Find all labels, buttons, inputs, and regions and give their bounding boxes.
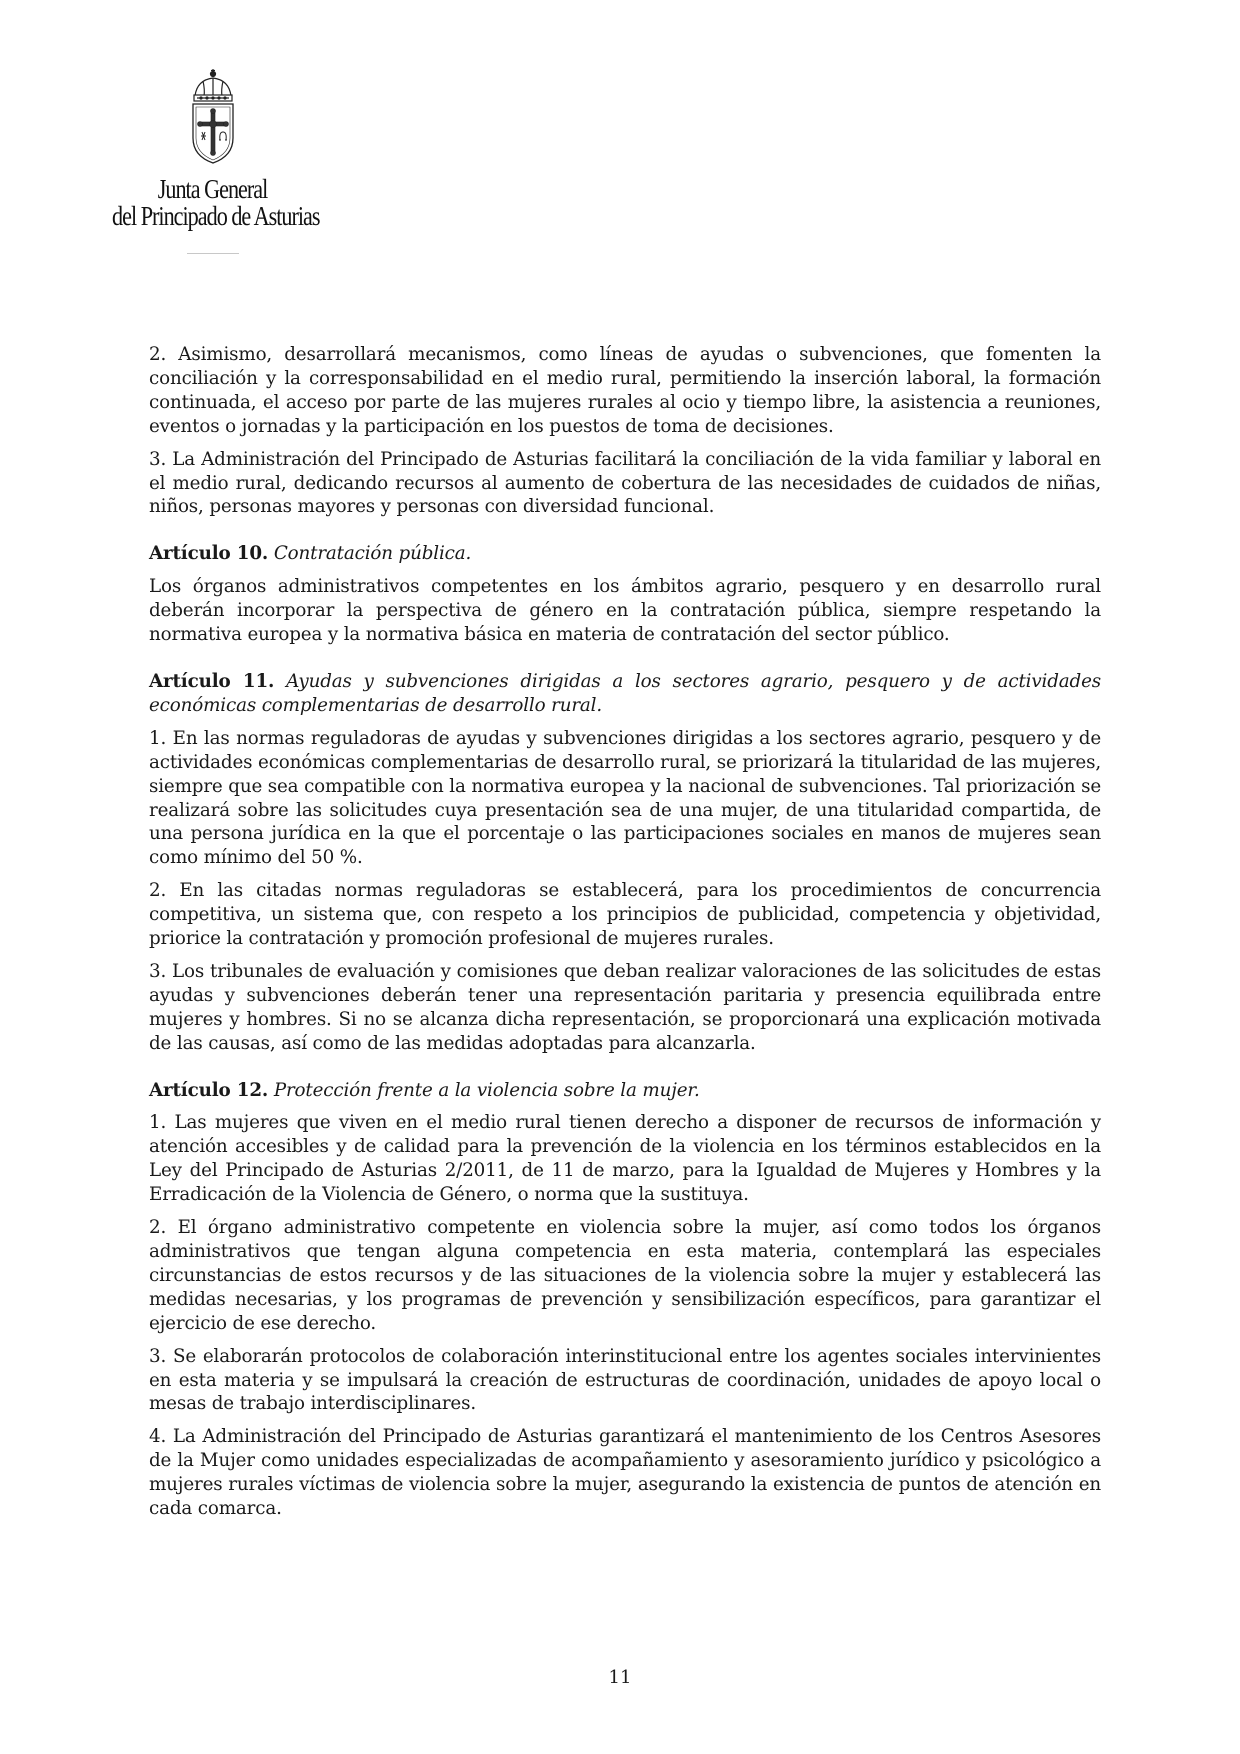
paragraph: 3. Los tribunales de evaluación y comisiones que deban realizar valoraciones de las solicitudes de estas ayudas y subvenciones deberán tener una representación paritaria y presencia equilibrada entre mujeres y hombres. Si no se alcanza dicha representación, se proporcionará una explicación motivada de las causas, así como de las medidas adoptadas para alcanzarla.	[149, 960, 1101, 1054]
letterhead	[90, 66, 335, 254]
header-divider	[187, 253, 239, 254]
coat-of-arms-icon	[183, 66, 243, 166]
institution-name-line2: del Principado de Asturias	[112, 201, 320, 231]
paragraph: 3. Se elaborarán protocolos de colaboración interinstitucional entre los agentes sociales intervinientes en esta materia y se impulsará la creación de estructuras de coordinación, unidades de apoyo local o mesas de trabajo interdisciplinares.	[149, 1345, 1101, 1415]
article-title: Ayudas y subvenciones dirigidas a los sectores agrario, pesquero y de actividades económicas complementarias de desarrollo rural.	[149, 670, 1102, 716]
article-number: Artículo 11.	[149, 670, 275, 692]
article-number: Artículo 10.	[149, 543, 269, 565]
paragraph: Los órganos administrativos competentes en los ámbitos agrario, pesquero y en desarrollo rural deberán incorporar la perspectiva de género en la contratación pública, siempre respetando la normativa europea y la normativa básica en materia de contratación del sector público.	[149, 576, 1101, 646]
institution-name-line1: Junta General	[157, 174, 268, 204]
article-heading	[149, 542, 1101, 566]
paragraph: 4. La Administración del Principado de Asturias garantizará el mantenimiento de los Centros Asesores de la Mujer como unidades especializadas de acompañamiento y asesoramiento jurídico y psicológico a mujeres rurales víctimas de violencia sobre la mujer, asegurando la existencia de puntos de atención en cada comarca.	[149, 1426, 1101, 1520]
document-body	[149, 343, 1101, 1530]
paragraph: 2. El órgano administrativo competente en violencia sobre la mujer, así como todos los órganos administrativos que tengan alguna competencia en esta materia, contemplará las especiales circunstancias de estos recursos y de las situaciones de la violencia sobre la mujer y establecerá las medidas necesarias, y los programas de prevención y sensibilización específicos, para garantizar el ejercicio de ese derecho.	[149, 1217, 1101, 1334]
paragraph: 1. En las normas reguladoras de ayudas y subvenciones dirigidas a los sectores agrario, pesquero y de actividades económicas complementarias de desarrollo rural, se priorizará la titularidad de las mujeres, siempre que sea compatible con la normativa europea y la nacional de subvenciones. Tal priorización se realizará sobre las solicitudes cuya presentación sea de una mujer, de una titularidad compartida, de una persona jurídica en la que el porcentaje o las participaciones sociales en manos de mujeres sean como mínimo del 50 %.	[149, 727, 1101, 869]
article-title: Protección frente a la violencia sobre la mujer.	[273, 1079, 700, 1101]
article-number: Artículo 12.	[149, 1079, 269, 1101]
paragraph: 2. En las citadas normas reguladoras se establecerá, para los procedimientos de concurrencia competitiva, un sistema que, con respeto a los principios de publicidad, competencia y objetividad, priorice la contratación y promoción profesional de mujeres rurales.	[149, 880, 1101, 950]
paragraph: 3. La Administración del Principado de Asturias facilitará la conciliación de la vida familiar y laboral en el medio rural, dedicando recursos al aumento de cobertura de las necesidades de cuidados de niñas, niños, personas mayores y personas con diversidad funcional.	[149, 448, 1101, 518]
paragraph: 1. Las mujeres que viven en el medio rural tienen derecho a disponer de recursos de información y atención accesibles y de calidad para la prevención de la violencia en los términos establecidos en la Ley del Principado de Asturias 2/2011, de 11 de marzo, para la Igualdad de Mujeres y Hombres y la Erradicación de la Violencia de Género, o norma que la sustituya.	[149, 1112, 1101, 1206]
article-title: Contratación pública.	[273, 543, 472, 565]
paragraph: 2. Asimismo, desarrollará mecanismos, como líneas de ayudas o subvenciones, que fomenten la conciliación y la corresponsabilidad en el medio rural, permitiendo la inserción laboral, la formación continuada, el acceso por parte de las mujeres rurales al ocio y tiempo libre, la asistencia a reuniones, eventos o jornadas y la participación en los puestos de toma de decisiones.	[149, 344, 1101, 437]
page-number: 11	[608, 1667, 632, 1688]
article-heading	[149, 1079, 1101, 1103]
article-heading	[149, 670, 1101, 718]
